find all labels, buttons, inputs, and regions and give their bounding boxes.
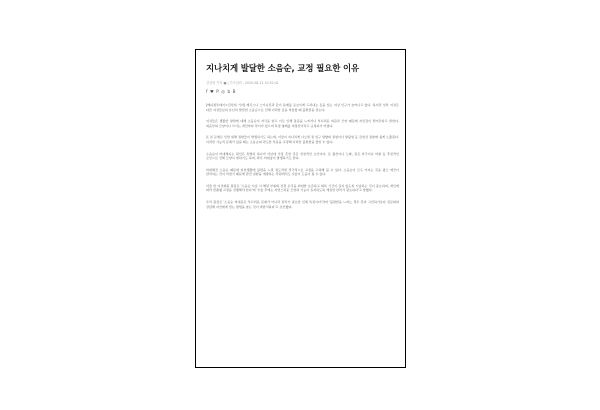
pinterest-icon[interactable]: P bbox=[216, 89, 219, 94]
blog-icon[interactable]: b bbox=[227, 89, 231, 94]
article-title: 지나치게 발달한 소음순, 교정 필요한 이유 bbox=[206, 63, 359, 73]
heart-icon[interactable]: ♥ bbox=[209, 89, 214, 94]
article-paragraph: 또 본 문제로 인한 위해 질환들이 발생하기도 하는데, 이물이 지나치게 나오면 질 입구 방향의 질염이나 방광염 등 감염성 질환에 쉽게 노출된다. 이러한 기능적 문제가 있을 때는 소음순의 과도한 부분을 교정해 이러한 불편함을 줄일 수 있다. bbox=[206, 135, 399, 144]
facebook-icon[interactable]: f bbox=[206, 89, 208, 94]
article-paragraph: 비대해진 소음순 때문에 일상생활에 불편을 느낄 정도라면 적극적으로 교정을 고려해 볼 수 있다. 소음순이 모두 커지는 것을 평소 깨끗이 관리하는 것이 어렵기 때문에 관련 질환을 예방하는 차원에서도 수술이 도움이 될 수 있다. bbox=[206, 167, 399, 177]
link-icon[interactable]: ◎ bbox=[221, 89, 225, 94]
article-paragraph: 소음순이 비대해지는 원인은 특별히 하나가 아닌데 가장 흔한 것은 선천적인 요인이다. 또 출산이나 노화, 잦은 자극이나 마찰 등 후천적인 요인으로 인해 모양이 변하기도 하며, 좌우 비대칭이 발생하기도 한다. bbox=[206, 151, 399, 161]
article-meta: 김상현 기자 ■ | 기사입력 : 2020-08-12 10:52:41 bbox=[206, 81, 279, 85]
article-card bbox=[195, 49, 406, 368]
article-paragraph: 여성들은 생활한 방면에 대해 소음순이 자극을 받고 이로 인해 통증을 느끼거나 부끄러운 외음부 모양 때문에 자신감이 떨어진다고 말한다. 외음부의 모양이나 크기는 개인마다 차이가 있으며 특정 형태를 비정상이라고 규정하기 어렵다. bbox=[206, 119, 399, 128]
article-paragraph: [메디컬투데이=김상현 기자] 레깅스나 스키니진과 같이 몸매를 돋보이게 드러내는 옷을 입는 여성 인구가 늘어나고 있다. 하지만 일부 여성은 다른 여성들보다 유난히 발달한 소음순으로 인해 이러한 옷을 착용할 때 불편함을 겪는다. bbox=[206, 103, 399, 112]
article-paragraph: 서울 한 여성의원 원장은 '소음순 수술 시 해당 부위의 신경 조직을 최대한 보존하고 회복 기간이 길지 않도록 시술하는 것이 중요하며, 개인에 따라 맞춤형 교정을 진행해야 한다'며 '수술 후에는 자연스러운 모양과 기능이 유지되도록 세심한 관리가 필요하다'고 말했다. bbox=[206, 183, 399, 193]
article-paragraph: 우리 원장은 '소음순 비대증은 부끄러운 문제가 아니라 관리가 필요한 신체 특징이다'라며 '불편함을 느끼는 경우 혼자 고민하기보다 전문의와 상담해 자신에게 맞는 방법을 찾는 것이 바람직하다'고 조언했다. bbox=[206, 200, 399, 209]
naver-band-icon[interactable]: B bbox=[232, 89, 236, 94]
article-body bbox=[206, 103, 399, 216]
share-bar bbox=[206, 89, 235, 94]
